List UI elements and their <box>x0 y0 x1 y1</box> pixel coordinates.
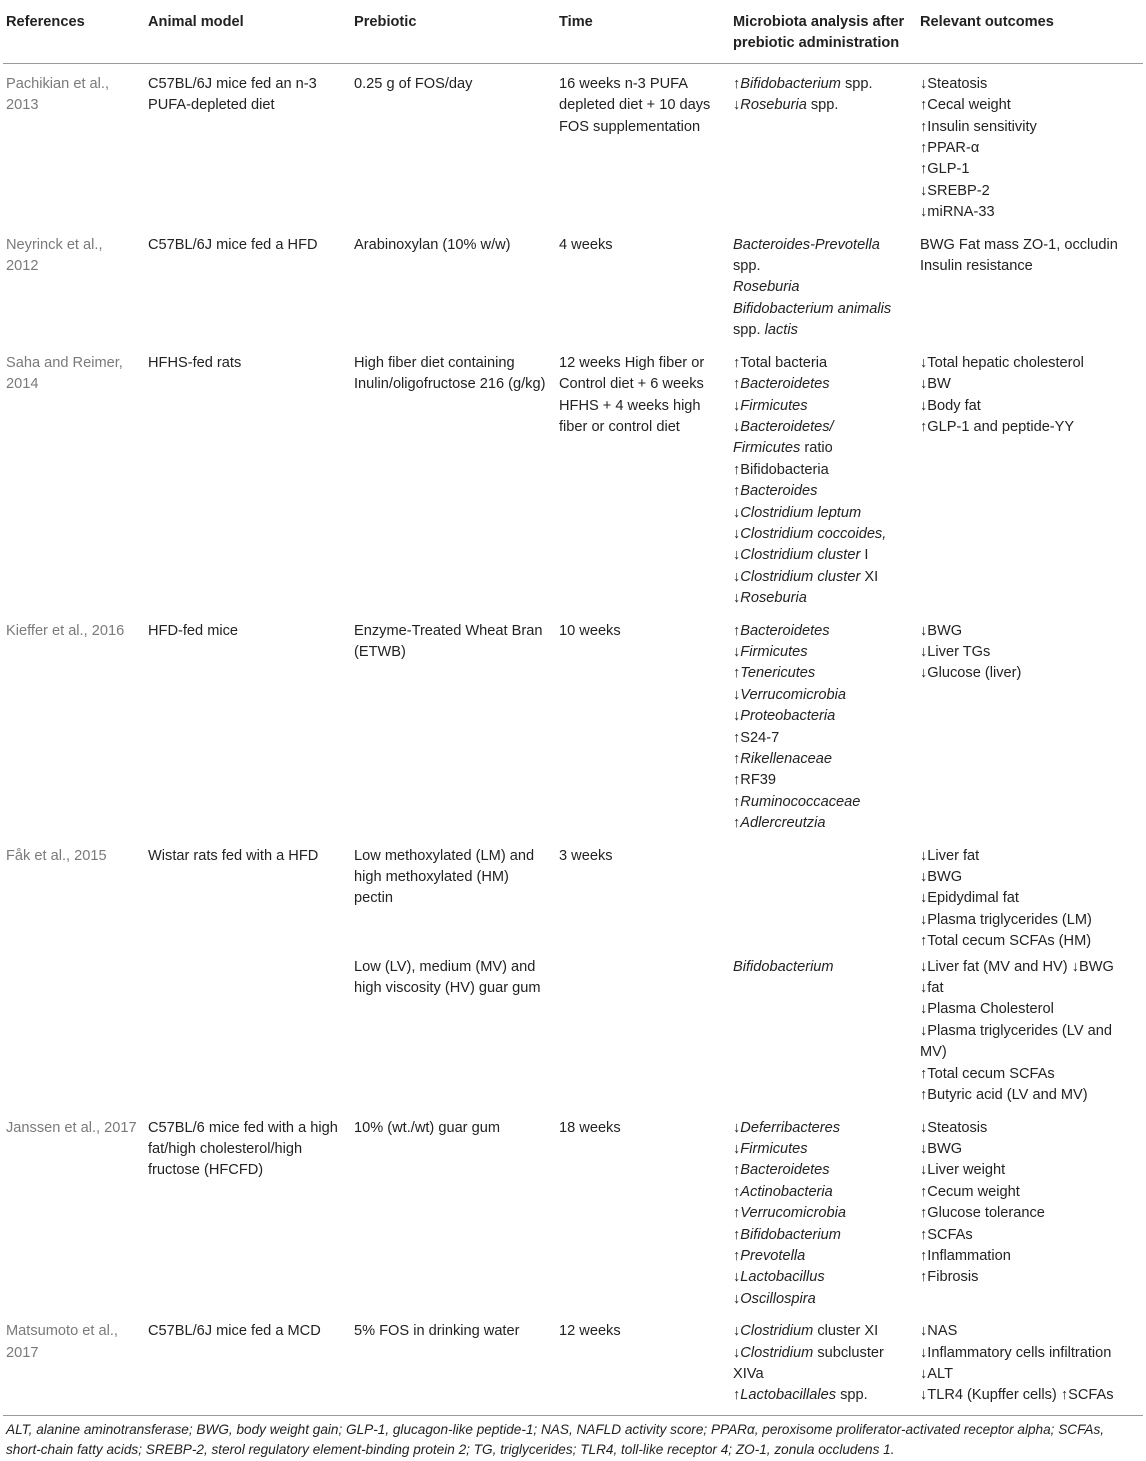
microbiota-text: ↑ <box>733 665 741 682</box>
microbiota-text: lactis <box>764 322 798 339</box>
microbiota-line <box>733 481 911 502</box>
microbiota-text: ↓ <box>733 590 741 607</box>
microbiota-text: Bacteroidetes <box>740 1162 830 1179</box>
cell-reference <box>3 954 145 1108</box>
microbiota-line <box>733 374 911 395</box>
microbiota-text: Clostridium <box>740 1323 814 1340</box>
table-row <box>3 1311 1143 1415</box>
microbiota-line <box>733 749 911 770</box>
microbiota-text: XIVa <box>733 1365 764 1382</box>
microbiota-text: ↑ <box>733 1162 741 1179</box>
microbiota-text: Firmicutes <box>733 440 801 457</box>
microbiota-line <box>733 396 911 417</box>
cell-outcomes <box>917 1311 1143 1415</box>
microbiota-text: ↑ <box>733 1183 741 1200</box>
microbiota-text: Oscillospira <box>740 1290 816 1307</box>
microbiota-text: Bacteroides-Prevotella <box>733 236 880 253</box>
outcome-line: BWG Fat mass ZO-1, occludin Insulin resistance <box>920 236 1122 275</box>
microbiota-text: Adlercreutzia <box>740 815 826 832</box>
microbiota-line <box>733 320 911 341</box>
microbiota-text: ↑Total bacteria <box>733 354 828 371</box>
header-prebiotic: Prebiotic <box>351 0 556 63</box>
microbiota-text: Deferribacteres <box>740 1119 841 1136</box>
cell-reference: Fåk et al., 2015 <box>6 847 107 864</box>
microbiota-text: Firmicutes <box>740 397 808 414</box>
microbiota-text: Roseburia <box>733 279 800 296</box>
cell-microbiota <box>730 836 917 954</box>
cell-animal-model: C57BL/6J mice fed a MCD <box>145 1311 351 1415</box>
microbiota-text: ↓ <box>733 1344 741 1361</box>
outcome-line: ↓miRNA-33 <box>920 204 995 221</box>
microbiota-line <box>733 1118 911 1139</box>
outcome-line: ↑Cecum weight <box>920 1183 1020 1200</box>
microbiota-line <box>733 235 911 256</box>
table-row <box>3 343 1143 611</box>
outcome-line: ↑SCFAs <box>920 1226 973 1243</box>
cell-time: 18 weeks <box>559 1119 621 1136</box>
cell-animal-model: C57BL/6J mice fed a HFD <box>148 236 318 253</box>
microbiota-line <box>733 1225 911 1246</box>
microbiota-text: ↑ <box>733 75 741 92</box>
outcome-line: ↓Plasma triglycerides (LM) <box>920 911 1092 928</box>
microbiota-line <box>733 1182 911 1203</box>
microbiota-line <box>733 74 911 95</box>
cell-microbiota <box>730 1311 917 1415</box>
microbiota-text: ↑ <box>733 793 741 810</box>
outcome-line: ↓BWG <box>920 622 963 639</box>
microbiota-text: ↓ <box>733 1119 741 1136</box>
cell-time <box>556 954 730 1108</box>
table-row <box>3 225 1143 343</box>
cell-time: 4 weeks <box>559 236 613 253</box>
cell-prebiotic: 10% (wt./wt) guar gum <box>354 1119 500 1136</box>
microbiota-text: ↓ <box>733 1290 741 1307</box>
microbiota-text: ↓ <box>733 1140 741 1157</box>
microbiota-text: ↑ <box>733 1387 741 1404</box>
cell-prebiotic: Arabinoxylan (10% w/w) <box>354 236 511 253</box>
outcome-line: ↓Steatosis <box>920 75 988 92</box>
microbiota-text: Bacteroides <box>740 483 818 500</box>
cell-microbiota <box>730 954 917 1108</box>
outcome-line: ↓Glucose (liver) <box>920 665 1022 682</box>
cell-reference: Saha and Reimer, 2014 <box>6 354 123 393</box>
microbiota-text: Firmicutes <box>740 1140 808 1157</box>
microbiota-line <box>733 663 911 684</box>
microbiota-text: spp. <box>840 75 873 92</box>
microbiota-line <box>733 957 911 978</box>
microbiota-line <box>733 1203 911 1224</box>
outcome-line: ↓Plasma triglycerides (LV and MV) <box>920 1022 1117 1061</box>
microbiota-line <box>733 1364 911 1385</box>
microbiota-text: Rikellenaceae <box>740 751 832 767</box>
outcome-line: ↑Total cecum SCFAs (HM) <box>920 933 1092 950</box>
table-footnote: ALT, alanine aminotransferase; BWG, body weight gain; GLP-1, glucagon-like peptide-1; NAS, NAFLD activity score; PPARα, peroxisome proliferator-activated receptor alpha; SCFAs, short-chain fatty acids; SREBP-2, sterol regulatory element-binding protein 2; TG, triglycerides; TLR4, toll-like receptor 4; ZO-1, zonula occludens 1. <box>6 1421 1105 1458</box>
microbiota-text: cluster XI <box>813 1323 879 1340</box>
outcome-line: ↑PPAR-α <box>920 140 980 157</box>
microbiota-text: ↑ <box>733 1226 741 1243</box>
microbiota-line <box>733 417 911 438</box>
microbiota-line <box>733 728 911 749</box>
outcome-line: ↓Body fat <box>920 397 981 414</box>
microbiota-text: ↓ <box>733 525 741 542</box>
microbiota-text: ↑ <box>733 376 741 393</box>
cell-microbiota <box>730 225 917 343</box>
cell-reference: Pachikian et al., 2013 <box>6 75 110 114</box>
microbiota-text: Bifidobacterium animalis <box>733 300 892 317</box>
table-row <box>3 1108 1143 1312</box>
microbiota-line <box>733 524 911 545</box>
outcome-line: ↑Glucose tolerance <box>920 1205 1045 1222</box>
microbiota-line <box>733 1289 911 1310</box>
table-row <box>3 954 1143 1108</box>
microbiota-line <box>733 792 911 813</box>
cell-microbiota <box>730 343 917 611</box>
cell-prebiotic: Low methoxylated (LM) and high methoxylated (HM) pectin <box>354 847 535 907</box>
microbiota-text: ↓ <box>733 97 741 114</box>
microbiota-line <box>733 1246 911 1267</box>
microbiota-text: Bacteroidetes <box>740 376 830 393</box>
microbiota-text: Verrucomicrobia <box>740 686 847 703</box>
cell-time: 3 weeks <box>559 847 613 864</box>
cell-outcomes <box>917 954 1143 1108</box>
microbiota-text: Bacteroidetes <box>740 622 830 639</box>
microbiota-text: Roseburia <box>740 590 807 607</box>
outcome-line: ↓NAS <box>920 1323 958 1340</box>
microbiota-line <box>733 813 911 834</box>
cell-outcomes <box>917 63 1143 224</box>
microbiota-text: Actinobacteria <box>740 1183 833 1200</box>
microbiota-line <box>733 1139 911 1160</box>
microbiota-text: ↓ <box>733 1269 741 1286</box>
microbiota-line <box>733 95 911 116</box>
cell-time: 12 weeks High fiber or Control diet + 6 weeks HFHS + 4 weeks high fiber or control diet <box>559 354 705 435</box>
cell-outcomes <box>917 1108 1143 1312</box>
microbiota-text: Clostridium cluster <box>740 547 861 564</box>
outcome-line: ↑GLP-1 <box>920 161 970 178</box>
microbiota-text: ↓ <box>733 643 741 660</box>
table-row <box>3 611 1143 836</box>
header-references: References <box>3 0 145 63</box>
outcome-line: ↓Total hepatic cholesterol <box>920 354 1084 371</box>
microbiota-line <box>733 706 911 727</box>
outcome-line: ↓ALT <box>920 1365 953 1382</box>
microbiota-text: Lactobacillus <box>740 1269 825 1286</box>
microbiota-text: ↓ <box>733 686 741 703</box>
microbiota-text: spp. <box>836 1387 868 1404</box>
header-time: Time <box>556 0 730 63</box>
microbiota-text: spp. <box>733 322 765 339</box>
microbiota-line <box>733 567 911 588</box>
cell-animal-model: C57BL/6J mice fed an n-3 PUFA-depleted diet <box>148 75 317 114</box>
outcome-line: ↓Liver weight <box>920 1162 1006 1179</box>
microbiota-text: Bifidobacterium <box>733 958 834 975</box>
microbiota-line <box>733 588 911 609</box>
outcome-line: ↑Fibrosis <box>920 1269 979 1286</box>
outcome-line: ↑Inflammation <box>920 1247 1011 1264</box>
header-animal-model: Animal model <box>145 0 351 63</box>
microbiota-line <box>733 256 911 277</box>
cell-outcomes <box>917 836 1143 954</box>
microbiota-text: Bifidobacterium <box>740 75 841 92</box>
table-row <box>3 63 1143 224</box>
outcome-line: ↓BWG <box>920 869 963 886</box>
cell-reference: Neyrinck et al., 2012 <box>6 236 103 275</box>
microbiota-text: XI <box>860 568 879 585</box>
microbiota-line <box>733 685 911 706</box>
microbiota-line <box>733 503 911 524</box>
microbiota-line <box>733 1160 911 1181</box>
microbiota-text: Clostridium leptum <box>740 504 862 521</box>
microbiota-text: ↑RF39 <box>733 772 776 789</box>
cell-prebiotic: Enzyme-Treated Wheat Bran (ETWB) <box>354 622 543 660</box>
outcome-line: ↓SREBP-2 <box>920 182 990 199</box>
header-microbiota-analysis: Microbiota analysis after prebiotic administration <box>730 0 917 63</box>
outcome-line: ↓Liver fat (MV and HV) ↓BWG <box>920 958 1114 975</box>
microbiota-text: Prevotella <box>740 1247 806 1264</box>
cell-microbiota <box>730 1108 917 1312</box>
microbiota-text: Bifidobacterium <box>740 1226 841 1243</box>
microbiota-text: ↑S24-7 <box>733 729 780 746</box>
prebiotics-table <box>3 0 1143 1416</box>
microbiota-text: ↑Bifidobacteria <box>733 461 829 478</box>
cell-prebiotic: High fiber diet containing Inulin/oligofructose 216 (g/kg) <box>354 354 546 393</box>
cell-reference: Matsumoto et al., 2017 <box>3 1311 145 1415</box>
microbiota-line <box>733 299 911 320</box>
microbiota-line <box>733 1267 911 1288</box>
microbiota-text: ↓ <box>733 397 741 414</box>
microbiota-text: ↓ <box>733 568 741 585</box>
cell-animal-model: HFD-fed mice <box>148 622 239 639</box>
microbiota-line <box>733 1343 911 1364</box>
microbiota-text: ↑ <box>733 1205 741 1222</box>
microbiota-line <box>733 1385 911 1406</box>
table-body <box>3 63 1143 1415</box>
outcome-line: ↓Inflammatory cells infiltration <box>920 1344 1112 1361</box>
microbiota-text: I <box>860 547 869 564</box>
outcome-line: ↓BWG <box>920 1140 963 1157</box>
microbiota-line <box>733 277 911 298</box>
cell-reference: Janssen et al., 2017 <box>6 1119 137 1136</box>
table-row <box>3 836 1143 954</box>
microbiota-text: ↑ <box>733 622 741 639</box>
outcome-line: ↓fat <box>920 980 944 997</box>
outcome-line: ↓BW <box>920 376 951 393</box>
microbiota-text: ↓ <box>733 708 741 725</box>
outcome-line: ↑Total cecum SCFAs <box>920 1065 1055 1082</box>
microbiota-text: Ruminococcaceae <box>740 793 861 810</box>
cell-outcomes <box>917 611 1143 836</box>
header-relevant-outcomes: Relevant outcomes <box>917 0 1143 63</box>
outcome-line: ↓Plasma Cholesterol <box>920 1001 1054 1018</box>
microbiota-text: ↓ <box>733 547 741 564</box>
microbiota-text: ↓ <box>733 1323 741 1340</box>
cell-microbiota <box>730 611 917 836</box>
microbiota-text: ↓ <box>733 504 741 521</box>
outcome-line: ↓Steatosis <box>920 1119 988 1136</box>
microbiota-line <box>733 1321 911 1342</box>
microbiota-text: Firmicutes <box>740 643 808 660</box>
microbiota-text: Roseburia <box>740 97 807 114</box>
microbiota-line <box>733 621 911 642</box>
cell-outcomes <box>917 225 1143 343</box>
microbiota-text: ↑ <box>733 751 741 767</box>
outcome-line: ↓TLR4 (Kupffer cells) ↑SCFAs <box>920 1387 1114 1404</box>
cell-time: 16 weeks n-3 PUFA depleted diet + 10 days FOS supplementation <box>559 75 711 135</box>
outcome-line: ↓Liver fat <box>920 847 980 864</box>
microbiota-text: Bacteroidetes/ <box>740 418 834 435</box>
cell-animal-model: Wistar rats fed with a HFD <box>148 847 319 864</box>
outcome-line: ↑GLP-1 and peptide-YY <box>920 418 1075 435</box>
outcome-line: ↓Liver TGs <box>920 643 991 660</box>
microbiota-text: ↑ <box>733 483 741 500</box>
microbiota-text: Verrucomicrobia <box>740 1205 847 1222</box>
microbiota-text: Clostridium <box>740 1344 814 1361</box>
cell-prebiotic: Low (LV), medium (MV) and high viscosity (HV) guar gum <box>354 958 541 997</box>
microbiota-text: ↓ <box>733 418 741 435</box>
cell-time: 10 weeks <box>559 622 621 639</box>
cell-animal-model: HFHS-fed rats <box>148 354 242 371</box>
outcome-line: ↓Epidydimal fat <box>920 890 1019 907</box>
cell-reference: Kieffer et al., 2016 <box>6 622 125 639</box>
microbiota-line <box>733 438 911 459</box>
microbiota-line <box>733 353 911 374</box>
microbiota-text: spp. <box>806 97 839 114</box>
outcome-line: ↑Cecal weight <box>920 97 1011 114</box>
microbiota-text: Proteobacteria <box>740 708 836 725</box>
microbiota-line <box>733 770 911 791</box>
cell-time: 12 weeks <box>556 1311 730 1415</box>
microbiota-text: ratio <box>800 440 833 457</box>
microbiota-text: ↑ <box>733 1247 741 1264</box>
microbiota-line <box>733 545 911 566</box>
microbiota-text: Clostridium coccoides, <box>740 525 887 542</box>
microbiota-text: subcluster <box>813 1344 884 1361</box>
microbiota-line <box>733 460 911 481</box>
microbiota-text: Clostridium cluster <box>740 568 861 585</box>
microbiota-text: ↑ <box>733 815 741 832</box>
cell-animal-model: C57BL/6 mice fed with a high fat/high cholesterol/high fructose (HFCFD) <box>148 1119 338 1179</box>
outcome-line: ↑Butyric acid (LV and MV) <box>920 1087 1088 1104</box>
header-row <box>3 0 1143 63</box>
cell-prebiotic: 0.25 g of FOS/day <box>354 75 473 92</box>
cell-animal-model <box>145 954 351 1108</box>
microbiota-line <box>733 642 911 663</box>
outcome-line: ↑Insulin sensitivity <box>920 118 1037 135</box>
microbiota-text: Tenericutes <box>740 665 816 682</box>
cell-outcomes <box>917 343 1143 611</box>
microbiota-text: spp. <box>733 258 761 275</box>
microbiota-text: Lactobacillales <box>740 1387 837 1404</box>
cell-microbiota <box>730 63 917 224</box>
cell-prebiotic: 5% FOS in drinking water <box>351 1311 556 1415</box>
